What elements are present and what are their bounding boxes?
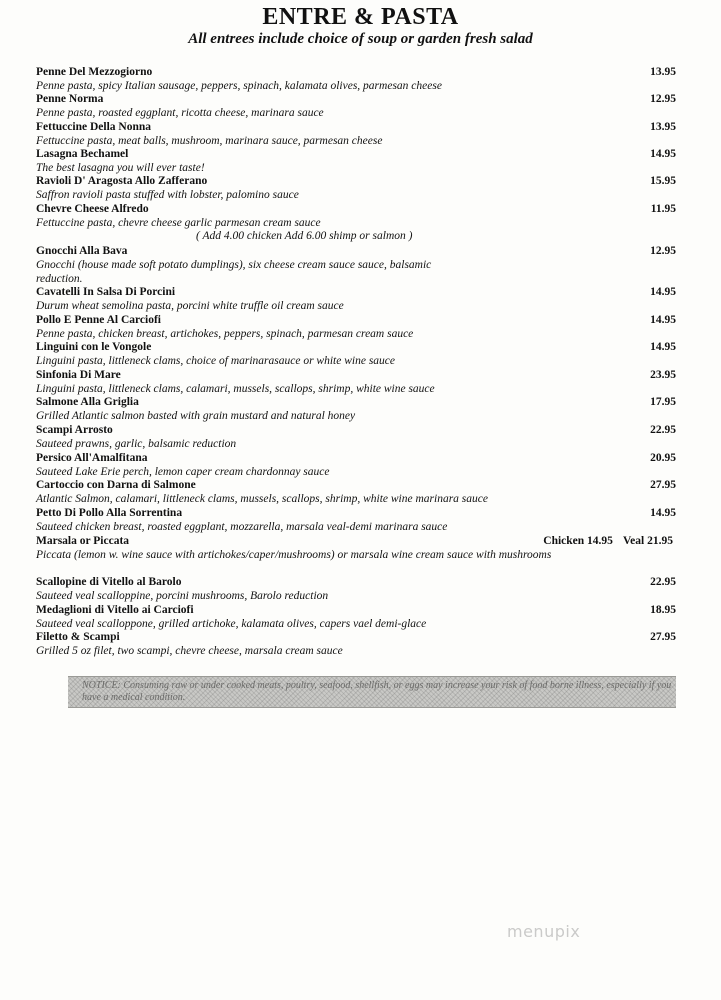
item-name: Penne Norma bbox=[36, 93, 104, 105]
item-price: 12.95 bbox=[650, 245, 676, 257]
item-description: The best lasagna you will ever taste! bbox=[36, 162, 205, 174]
item-name: Cavatelli In Salsa Di Porcini bbox=[36, 286, 176, 298]
item-price: 22.95 bbox=[650, 424, 676, 436]
item-name: Penne Del Mezzogiorno bbox=[36, 66, 153, 78]
item-price: 14.95 bbox=[650, 314, 676, 326]
item-description: Saffron ravioli pasta stuffed with lobster, palomino sauce bbox=[36, 189, 299, 201]
item-price bbox=[533, 535, 673, 548]
item-name: Petto Di Pollo Alla Sorrentina bbox=[36, 507, 183, 519]
item-description: Fettuccine pasta, meat balls, mushroom, marinara sauce, parmesan cheese bbox=[36, 135, 383, 147]
page-title: ENTRE & PASTA bbox=[262, 4, 459, 30]
item-description: Linguini pasta, littleneck clams, calamari, mussels, scallops, shrimp, white wine sauce bbox=[36, 383, 435, 395]
price-veal: Veal 21.95 bbox=[622, 535, 673, 547]
item-price: 14.95 bbox=[650, 148, 676, 160]
item-price: 18.95 bbox=[650, 604, 676, 616]
item-description: Sauteed veal scalloppine, porcini mushrooms, Barolo reduction bbox=[36, 590, 329, 602]
item-name: Cartoccio con Darna di Salmone bbox=[36, 479, 196, 491]
item-description: Sauteed Lake Erie perch, lemon caper cream chardonnay sauce bbox=[36, 466, 330, 478]
item-description: Penne pasta, roasted eggplant, ricotta cheese, marinara sauce bbox=[36, 107, 324, 119]
item-description: Penne pasta, spicy Italian sausage, peppers, spinach, kalamata olives, parmesan cheese bbox=[36, 80, 442, 92]
item-name: Lasagna Bechamel bbox=[36, 148, 129, 160]
item-name: Medaglioni di Vitello ai Carciofi bbox=[36, 604, 194, 616]
item-price: 23.95 bbox=[650, 369, 676, 381]
item-name: Scampi Arrosto bbox=[36, 424, 113, 436]
item-price: 20.95 bbox=[650, 452, 676, 464]
item-price: 13.95 bbox=[650, 121, 676, 133]
item-description: Gnocchi (house made soft potato dumplings), six cheese cream sauce sauce, balsamic reduction. bbox=[36, 259, 432, 285]
item-description: Grilled 5 oz filet, two scampi, chevre cheese, marsala cream sauce bbox=[36, 645, 343, 657]
item-description: Sauteed chicken breast, roasted eggplant, mozzarella, marsala veal-demi marinara sauce bbox=[36, 521, 448, 533]
item-name: Ravioli D' Aragosta Allo Zafferano bbox=[36, 175, 208, 187]
item-description: Durum wheat semolina pasta, porcini white truffle oil cream sauce bbox=[36, 300, 344, 312]
item-price: 27.95 bbox=[650, 631, 676, 643]
item-description: Atlantic Salmon, calamari, littleneck clams, mussels, scallops, shrimp, white wine marinara sauce bbox=[36, 493, 488, 505]
item-name: Fettuccine Della Nonna bbox=[36, 121, 151, 133]
item-price: 27.95 bbox=[650, 479, 676, 491]
item-price: 14.95 bbox=[650, 507, 676, 519]
page-subtitle: All entrees include choice of soup or garden fresh salad bbox=[188, 31, 533, 47]
item-price: 12.95 bbox=[650, 93, 676, 105]
item-name: Scallopine di Vitello al Barolo bbox=[36, 576, 182, 588]
item-price: 13.95 bbox=[650, 66, 676, 78]
item-price: 14.95 bbox=[650, 341, 676, 353]
item-name: Marsala or Piccata bbox=[36, 535, 130, 547]
menupix-watermark: menupix bbox=[507, 922, 581, 941]
price-chicken: Chicken 14.95 bbox=[543, 535, 613, 547]
item-price: 14.95 bbox=[650, 286, 676, 298]
item-name: Filetto & Scampi bbox=[36, 631, 120, 643]
item-price: 15.95 bbox=[650, 175, 676, 187]
add-protein-note: ( Add 4.00 chicken Add 6.00 shimp or salmon ) bbox=[196, 230, 413, 242]
item-description: Fettuccine pasta, chevre cheese garlic parmesan cream sauce bbox=[36, 217, 321, 229]
item-name: Salmone Alla Griglia bbox=[36, 396, 139, 408]
item-description: Penne pasta, chicken breast, artichokes, peppers, spinach, parmesan cream sauce bbox=[36, 328, 414, 340]
item-name: Gnocchi Alla Bava bbox=[36, 245, 128, 257]
item-price: 11.95 bbox=[650, 203, 676, 215]
item-name: Pollo E Penne Al Carciofi bbox=[36, 314, 162, 326]
item-price: 17.95 bbox=[650, 396, 676, 408]
food-safety-notice bbox=[68, 676, 676, 708]
item-name: Chevre Cheese Alfredo bbox=[36, 203, 149, 215]
item-name: Sinfonia Di Mare bbox=[36, 369, 121, 381]
item-name: Persico All'Amalfitana bbox=[36, 452, 148, 464]
item-description: Piccata (lemon w. wine sauce with artichokes/caper/mushrooms) or marsala wine cream sauce with mushrooms bbox=[36, 549, 552, 561]
item-price: 22.95 bbox=[650, 576, 676, 588]
item-name: Linguini con le Vongole bbox=[36, 341, 152, 353]
item-description: Sauteed veal scalloppone, grilled artichoke, kalamata olives, capers vael demi-glace bbox=[36, 618, 427, 630]
item-description: Sauteed prawns, garlic, balsamic reduction bbox=[36, 438, 237, 450]
notice-text: NOTICE: Consuming raw or under cooked meats, poultry, seafood, shellfish, or eggs may increase your risk of food borne illness, especially if you have a medical condition. bbox=[82, 680, 672, 703]
item-description: Grilled Atlantic salmon basted with grain mustard and natural honey bbox=[36, 410, 356, 422]
item-description: Linguini pasta, littleneck clams, choice of marinarasauce or white wine sauce bbox=[36, 355, 396, 367]
